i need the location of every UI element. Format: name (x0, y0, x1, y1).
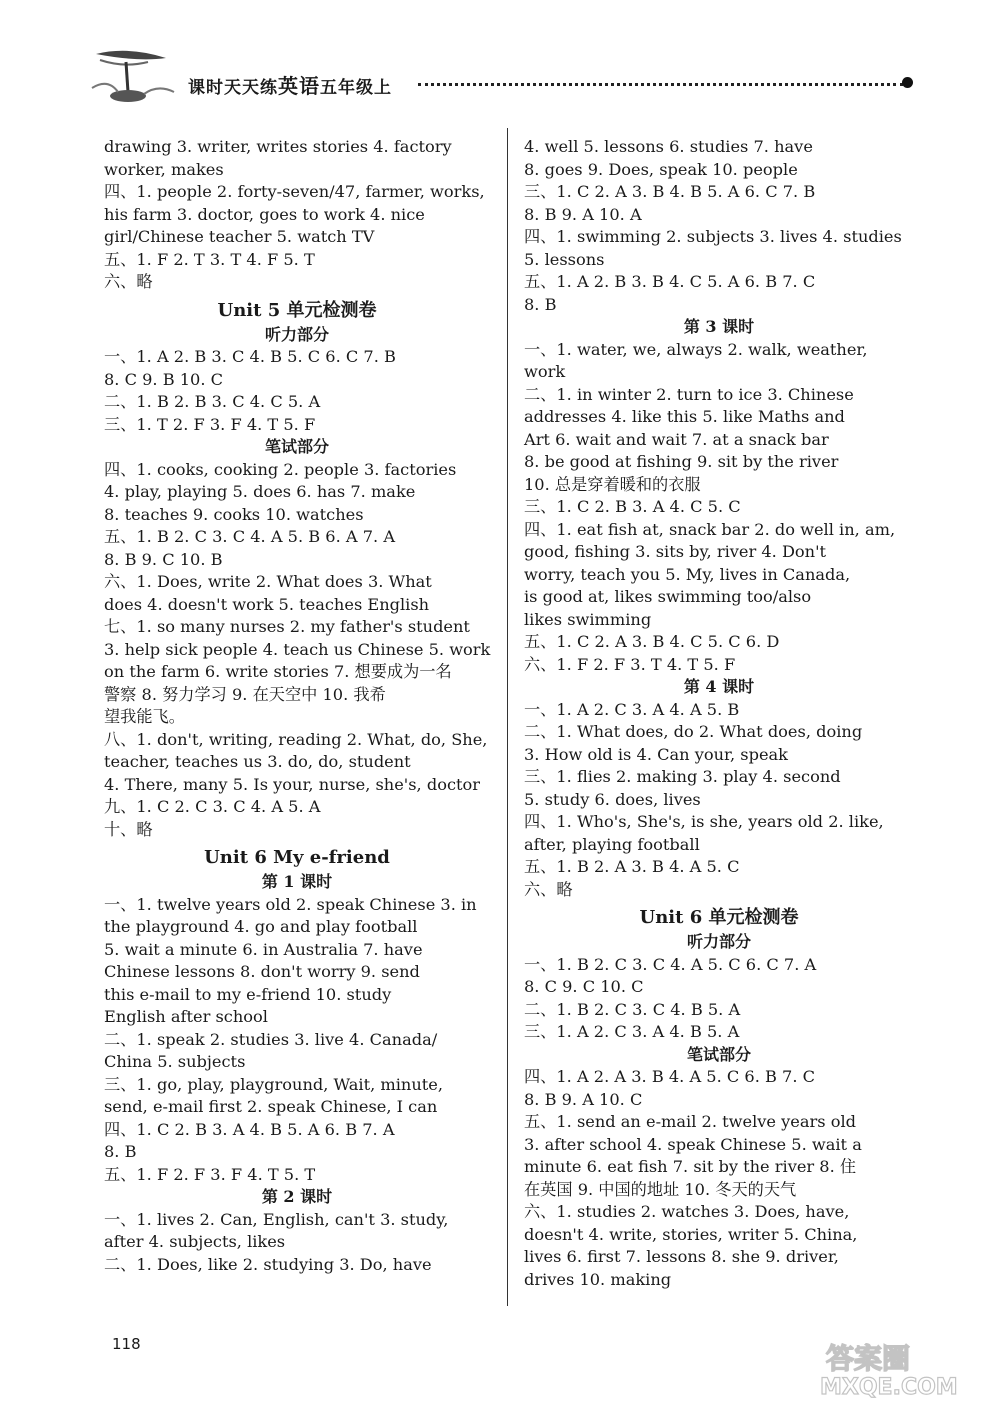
answer-line: 二、1. B 2. B 3. C 4. C 5. A (104, 392, 321, 411)
answer-line: send, e-mail first 2. speak Chinese, I can (104, 1097, 438, 1116)
answer-line: good, fishing 3. sits by, river 4. Don't (524, 542, 827, 561)
answer-line: 8. C 9. C 10. C (524, 977, 644, 996)
answer-line: 8. C 9. B 10. C (104, 369, 224, 389)
answer-line: 五、1. A 2. B 3. B 4. C 5. A 6. B 7. C (524, 272, 816, 291)
answer-line: after 4. subjects, likes (104, 1232, 286, 1251)
book-title (188, 70, 392, 99)
answer-line: 8. B (104, 1142, 137, 1161)
answer-line: minute 6. eat fish 7. sit by the river 8. 住 (524, 1157, 857, 1176)
answer-line: 四、1. cooks, cooking 2. people 3. factories (104, 459, 457, 479)
answer-line: worker, makes (104, 159, 224, 179)
answer-line: 二、1. in winter 2. turn to ice 3. Chinese (524, 384, 854, 404)
answer-line: 5. wait a minute 6. in Australia 7. have (104, 939, 423, 959)
answer-line: 望我能飞。 (104, 707, 185, 726)
answer-line: 3. How old is 4. Can your, speak (524, 744, 788, 764)
section-heading: Unit 5 单元检测卷 (217, 299, 377, 321)
answer-line: 一、1. lives 2. Can, English, can't 3. study, (104, 1209, 449, 1229)
answer-line: 4. play, playing 5. does 6. has 7. make (104, 482, 416, 501)
page-number: 118 (112, 1335, 141, 1353)
answer-line: 二、1. B 2. C 3. C 4. B 5. A (524, 999, 741, 1019)
answer-line: drives 10. making (524, 1269, 672, 1289)
title-prefix: 课时天天练 (188, 78, 278, 98)
subsection-heading: 第 4 课时 (683, 677, 755, 696)
answer-line: 4. well 5. lessons 6. studies 7. have (524, 137, 813, 156)
answer-line: 六、1. Does, write 2. What does 3. What (104, 572, 432, 591)
answer-line: 八、1. don't, writing, reading 2. What, do, She, (104, 729, 488, 749)
answer-line: 二、1. speak 2. studies 3. live 4. Canada/ (104, 1029, 438, 1049)
answer-line: teacher, teaches us 3. do, do, student (104, 752, 411, 771)
answer-line: 在英国 9. 中国的地址 10. 冬天的天气 (524, 1179, 797, 1199)
answer-line: 3. after school 4. speak Chinese 5. wait a (524, 1134, 862, 1154)
watermark-line1: 答案圈 (826, 1342, 911, 1375)
answer-line: 三、1. T 2. F 3. F 4. T 5. F (104, 414, 316, 434)
answer-line: 五、1. C 2. A 3. B 4. C 5. C 6. D (524, 632, 780, 651)
answer-line: 5. study 6. does, lives (524, 789, 701, 809)
answer-line: 8. goes 9. Does, speak 10. people (524, 159, 798, 179)
answer-line: 五、1. F 2. F 3. F 4. T 5. T (104, 1164, 316, 1184)
answer-line: 九、1. C 2. C 3. C 4. A 5. A (104, 797, 321, 816)
answer-line: this e-mail to my e-friend 10. study (104, 984, 392, 1004)
answer-line: is good at, likes swimming too/also (524, 587, 812, 606)
answer-line: 四、1. Who's, She's, is she, years old 2. like, (524, 812, 884, 831)
answer-line: 四、1. A 2. A 3. B 4. A 5. C 6. B 7. C (524, 1067, 816, 1086)
answer-line: Chinese lessons 8. don't worry 9. send (104, 962, 420, 981)
answer-line: 一、1. water, we, always 2. walk, weather, (524, 339, 868, 359)
left-column (104, 136, 490, 1276)
page-header (88, 48, 918, 108)
subsection-heading: 第 1 课时 (261, 872, 333, 891)
answer-line: 六、1. F 2. F 3. T 4. T 5. F (524, 654, 736, 674)
answer-line: 8. B 9. C 10. B (104, 549, 223, 569)
section-heading: Unit 6 My e-friend (204, 847, 390, 868)
answer-line: 3. help sick people 4. teach us Chinese 5. work (104, 639, 491, 659)
answer-line: work (524, 362, 566, 381)
answer-line: 10. 总是穿着暖和的衣服 (524, 474, 701, 494)
subsection-heading: 听力部分 (686, 932, 751, 951)
answer-line: 七、1. so many nurses 2. my father's student (104, 617, 470, 636)
answer-line: 一、1. A 2. B 3. C 4. B 5. C 6. C 7. B (104, 347, 396, 366)
answer-line: 五、1. send an e-mail 2. twelve years old (524, 1112, 856, 1131)
answer-line: 一、1. A 2. C 3. A 4. A 5. B (524, 699, 740, 719)
answer-line: lives 6. first 7. lessons 8. she 9. driver, (524, 1247, 839, 1266)
lamp-logo-icon (88, 48, 178, 108)
watermark-line2: MXQE.COM (820, 1375, 958, 1398)
answer-line: 五、1. F 2. T 3. T 4. F 5. T (104, 249, 315, 269)
answer-line: 5. lessons (524, 249, 605, 269)
answer-line: 4. There, many 5. Is your, nurse, she's, doctor (104, 774, 481, 794)
answer-line: 十、略 (104, 819, 153, 839)
subsection-heading: 笔试部分 (264, 437, 329, 456)
answer-line: 五、1. B 2. C 3. C 4. A 5. B 6. A 7. A (104, 527, 396, 546)
answer-line: 五、1. B 2. A 3. B 4. A 5. C (524, 857, 740, 876)
header-rule-end-dot (902, 77, 913, 88)
answer-line: 8. teaches 9. cooks 10. watches (104, 504, 364, 524)
title-grade: 五年级上 (320, 78, 392, 98)
answer-line: 三、1. C 2. A 3. B 4. B 5. A 6. C 7. B (524, 182, 816, 201)
subsection-heading: 听力部分 (264, 324, 329, 344)
answer-line: 四、1. eat fish at, snack bar 2. do well in, am, (524, 519, 896, 539)
answer-line: the playground 4. go and play football (104, 917, 418, 936)
answer-line: 三、1. go, play, playground, Wait, minute, (104, 1074, 443, 1094)
answer-line: worry, teach you 5. My, lives in Canada, (524, 564, 851, 584)
header-dotted-rule (418, 83, 903, 86)
answer-line: 三、1. A 2. C 3. A 4. B 5. A (524, 1022, 740, 1041)
answer-line: Art 6. wait and wait 7. at a snack bar (524, 429, 829, 449)
answer-line: doesn't 4. write, stories, writer 5. China, (524, 1224, 858, 1244)
subsection-heading: 笔试部分 (686, 1044, 751, 1064)
watermark-logo (816, 1338, 991, 1398)
answer-line: 六、略 (524, 879, 573, 899)
answer-line: 二、1. Does, like 2. studying 3. Do, have (104, 1254, 432, 1274)
answer-line: 一、1. B 2. C 3. C 4. A 5. C 6. C 7. A (524, 954, 817, 974)
answer-line: 8. B 9. A 10. A (524, 204, 642, 224)
answer-line: 六、1. studies 2. watches 3. Does, have, (524, 1202, 850, 1221)
section-heading: Unit 6 单元检测卷 (639, 907, 799, 928)
answer-line: 三、1. C 2. B 3. A 4. C 5. C (524, 497, 741, 516)
subsection-heading: 第 3 课时 (683, 317, 755, 336)
answer-line: 一、1. twelve years old 2. speak Chinese 3. in (104, 894, 477, 914)
answer-line: 8. B (524, 294, 557, 314)
answer-line: likes swimming (524, 609, 652, 629)
answer-line: English after school (104, 1007, 268, 1026)
answer-line: 四、1. swimming 2. subjects 3. lives 4. studies (524, 227, 902, 246)
answer-line: 三、1. flies 2. making 3. play 4. second (524, 767, 841, 786)
answer-line: 二、1. What does, do 2. What does, doing (524, 722, 863, 741)
subsection-heading: 第 2 课时 (261, 1187, 333, 1206)
answer-line: China 5. subjects (104, 1052, 246, 1071)
answer-line: girl/Chinese teacher 5. watch TV (104, 227, 375, 246)
right-column (524, 136, 914, 1291)
answer-line: 四、1. people 2. forty-seven/47, farmer, works, (104, 182, 485, 201)
answer-line: his farm 3. doctor, goes to work 4. nice (104, 204, 425, 224)
answer-line: on the farm 6. write stories 7. 想要成为一名 (104, 662, 452, 681)
answer-line: after, playing football (524, 834, 700, 854)
title-subject: 英语 (278, 74, 320, 98)
answer-line: 四、1. C 2. B 3. A 4. B 5. A 6. B 7. A (104, 1119, 395, 1139)
answer-line: 警察 8. 努力学习 9. 在天空中 10. 我希 (104, 684, 386, 704)
answer-line: 六、略 (104, 272, 153, 291)
answer-line: drawing 3. writer, writes stories 4. factory (104, 137, 452, 156)
answer-line: does 4. doesn't work 5. teaches English (104, 594, 430, 614)
column-divider (507, 128, 508, 1306)
answer-line: addresses 4. like this 5. like Maths and (524, 407, 845, 426)
answer-line: 8. be good at fishing 9. sit by the river (524, 452, 839, 471)
answer-line: 8. B 9. A 10. C (524, 1089, 643, 1109)
